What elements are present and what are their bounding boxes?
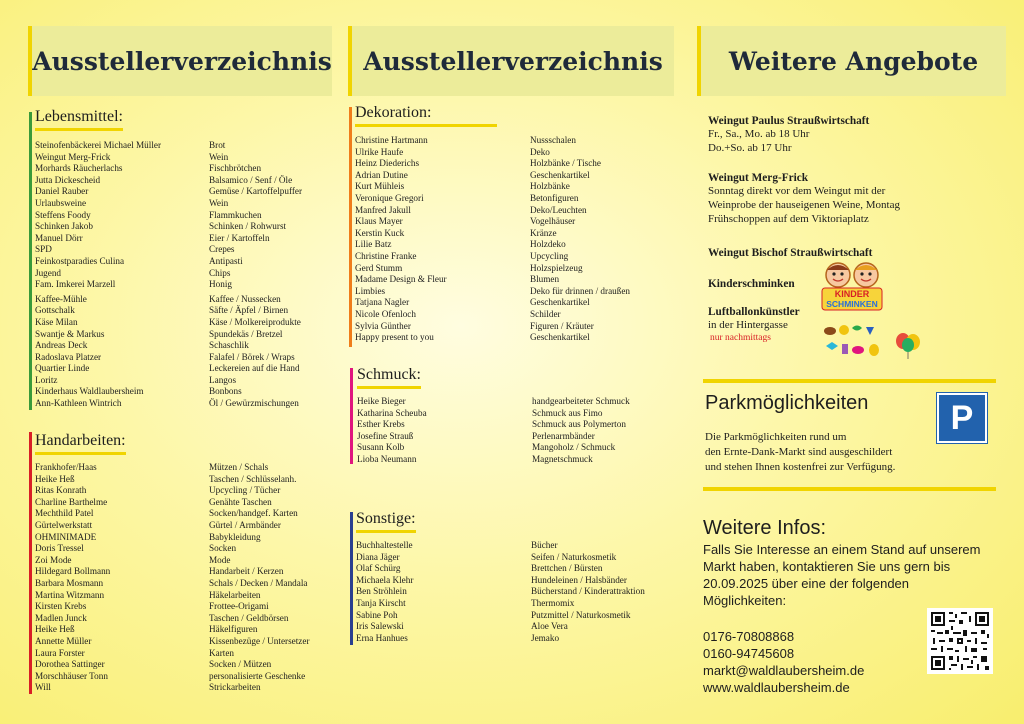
list-item: Ritas Konrath [35,485,87,496]
dekoration-bar [349,107,352,347]
list-item: Kaffee-Mühle [35,293,87,304]
list-item: Schals / Decken / Mandala [209,577,308,588]
merg-name: Weingut Merg-Frick [708,172,809,184]
list-item: Doris Tressel [35,543,84,554]
schmuck-title: Schmuck: [357,366,421,389]
list-item: Karten [209,647,234,658]
list-item: Schinken Jakob [35,221,93,232]
list-item: Schmuck aus Fimo [532,407,603,418]
list-item: Weingut Merg-Frick [35,151,111,162]
qr-code-icon[interactable] [927,608,993,674]
list-item: Langos [209,374,237,385]
list-item: Nicole Ofenloch [355,308,416,319]
list-item: Hundeleinen / Halsbänder [531,574,627,585]
email-link[interactable]: markt@waldlaubersheim.de [703,663,865,678]
bischof-name: Weingut Bischof Straußwirtschaft [708,247,873,259]
list-item: Flammkuchen [209,209,262,220]
info-line4: Möglichkeiten: [703,593,787,608]
list-item: Seifen / Naturkosmetik [531,551,617,562]
list-item: Leckereien auf die Hand [209,363,300,374]
list-item: Taschen / Geldbörsen [209,612,289,623]
list-item: Morhards Räucherlachs [35,163,123,174]
list-item: Jemako [531,632,560,643]
list-item: Sabine Poh [356,609,398,620]
list-item: Gürtelwerkstatt [35,519,93,530]
list-item: Ann-Kathleen Wintrich [35,398,122,409]
list-item: Aloe Vera [531,621,568,632]
list-item: Upcycling [530,250,569,261]
list-item: Handarbeit / Kerzen [209,566,284,577]
list-item: Iris Salewski [356,621,404,632]
list-item: Crepes [209,244,235,255]
col1-header [28,26,332,96]
phone-1[interactable]: 0176-70808868 [703,629,795,644]
list-item: Josefine Strauß [357,430,414,441]
list-item: Esther Krebs [357,419,405,430]
list-item: Geschenkartikel [530,332,590,343]
list-item: Kissenbezüge / Untersetzer [209,635,310,646]
list-item: Morschhäuser Tonn [35,670,108,681]
list-item: Christine Franke [355,250,417,261]
list-item: Adrian Dutine [355,169,408,180]
list-item: Bücherstand / Kinderattraktion [531,586,645,597]
list-item: Happy present to you [355,332,434,343]
schmuck-names [357,396,427,466]
list-item: Thermomix [531,597,575,608]
list-item: Babykleidung [209,531,261,542]
list-item: Fischbrötchen [209,163,262,174]
list-item: Hildegard Bollmann [35,566,111,577]
list-item: Limbies [355,285,386,296]
list-item: OHMINIMADE [35,531,97,542]
park-line3: und stehen Ihnen kostenfrei zur Verfügung. [705,461,896,473]
list-item: Klaus Mayer [355,216,403,227]
list-item: Brot [209,140,226,150]
list-item: Sylvia Günther [355,320,411,331]
col3-title: Weitere Angebote [728,46,979,76]
list-item: Michaela Klehr [356,574,414,585]
list-item: Socken [209,543,237,554]
list-item: Daniel Rauber [35,186,89,197]
list-item: Kerstin Kuck [355,227,405,238]
phone-2[interactable]: 0160-94745608 [703,646,795,661]
list-item: Kränze [530,227,557,238]
list-item: Schaschlik [209,340,249,351]
list-item: Spundekäs / Bretzel [209,328,283,339]
website-link[interactable]: www.waldlaubersheim.de [703,680,850,695]
list-item: Kurt Mühleis [355,181,405,192]
list-item: Säfte / Äpfel / Birnen [209,305,289,316]
list-item: Blumen [530,274,560,285]
list-item: Katharina Scheuba [357,407,427,418]
dekoration-names [355,135,447,344]
handarbeiten-bar [29,432,32,694]
list-item: Tanja Kirscht [356,597,406,608]
merg-line2: Weinprobe der hauseigenen Weine, Montag [708,199,900,211]
list-item: Christine Hartmann [355,135,428,145]
list-item: Annette Müller [35,635,92,646]
list-item: Käse / Molkereiprodukte [209,316,301,327]
list-item: Mechthild Patel [35,508,94,519]
info-title: Weitere Infos: [703,517,827,539]
sonstige-items [531,540,645,644]
contact-block [703,628,864,696]
list-item: Deko für drinnen / draußen [530,285,631,296]
handarbeiten-names [35,462,110,694]
list-item: Feinkostparadies Culina [35,255,125,266]
list-item: Frankhofer/Haas [35,462,97,472]
lebensmittel-title: Lebensmittel: [35,108,123,131]
list-item: Strickarbeiten [209,682,261,693]
kinderschminken-logo [821,260,883,312]
paulus-line1: Fr., Sa., Mo. ab 18 Uhr [708,128,810,140]
list-item: Putzmittel / Naturkosmetik [531,609,631,620]
list-item: Geschenkartikel [530,169,590,180]
list-item: Upcycling / Tücher [209,485,281,496]
list-item: Heinz Diederichs [355,158,420,169]
list-item: Laura Forster [35,647,85,658]
list-item: Erna Hanhues [356,632,408,643]
list-item: Heike Heß [35,473,75,484]
list-item: Ulrike Haufe [355,146,404,157]
park-line1: Die Parkmöglichkeiten rund um [705,431,847,443]
list-item: Antipasti [209,255,243,266]
list-item: Eier / Kartoffeln [209,232,270,243]
list-item: Andreas Deck [35,340,88,351]
list-item: Holzspielzeug [530,262,583,273]
balloons-icon [893,331,925,364]
list-item: Jugend [35,267,62,278]
list-item: Kaffee / Nussecken [209,293,281,304]
list-item: Mützen / Schals [209,462,269,472]
list-item: Lioba Neumann [357,453,417,464]
luftballon [708,306,800,343]
luft-line1: in der Hintergasse [708,319,788,331]
luft-note: nur nachmittags [710,333,771,343]
list-item: Quartier Linde [35,363,90,374]
list-item: Swantje & Markus [35,328,105,339]
list-item: Zoi Mode [35,554,72,565]
list-item: Socken/handgef. Karten [209,508,298,519]
list-item: Wein [209,197,229,208]
list-item: Figuren / Kräuter [530,320,594,331]
list-item: Holzdeko [530,239,566,250]
list-item: Steffens Foody [35,209,91,220]
list-item: Buchhaltestelle [356,540,413,550]
list-item: Loritz [35,374,58,385]
list-item: Holzbänke [530,181,570,192]
list-item: Gerd Stumm [355,262,403,273]
merg-line3: Frühschoppen auf dem Viktoriaplatz [708,213,869,225]
list-item: Perlenarmbänder [532,430,595,441]
list-item: Gemüse / Kartoffelpuffer [209,186,303,197]
list-item: Gürtel / Armbänder [209,519,281,530]
lebensmittel-items [209,140,302,410]
list-item: Kirsten Krebs [35,601,87,612]
list-item: Manuel Dörr [35,232,83,243]
parking-text [705,430,930,475]
list-item: Susann Kolb [357,442,405,453]
handarbeiten-items [209,462,310,694]
list-item: Honig [209,279,232,290]
col3-header [697,26,1006,96]
list-item: Balsamico / Senf / Öle [209,174,293,185]
list-item: Fam. Imkerei Marzell [35,279,116,290]
list-item: Schmuck aus Polymerton [532,419,626,430]
parking-sign-icon [937,393,987,443]
list-item: Häkelfiguren [209,624,258,635]
list-item: Mode [209,554,231,565]
kinder-label: Kinderschminken [708,278,795,290]
list-item: Bonbons [209,386,242,397]
list-item: Urlaubsweine [35,197,87,208]
luft-name: Luftballonkünstler [708,306,800,318]
list-item: Kinderhaus Waldlaubersheim [35,386,144,397]
list-item: Holzbänke / Tische [530,158,601,169]
list-item: Öl / Gewürzmischungen [209,398,299,409]
weingut-merg [708,172,900,226]
list-item: Heike Bieger [357,396,406,406]
balloon-animals-icon [822,322,892,367]
handarbeiten-title: Handarbeiten: [35,432,126,455]
list-item: Taschen / Schlüsselanh. [209,473,297,484]
paulus-line2: Do.+So. ab 17 Uhr [708,142,792,154]
list-item: Madlen Junck [35,612,87,623]
divider-top [703,379,996,383]
parking-sign-letter: P [950,398,974,437]
list-item: Charline Barthelme [35,496,108,507]
list-item: Heike Heß [35,624,75,635]
list-item: Bücher [531,540,558,550]
list-item: Deko [530,146,550,157]
lebensmittel-bar [29,112,32,410]
schmuck-bar [350,368,353,464]
park-line2: den Ernte-Dank-Markt sind ausgeschildert [705,446,893,458]
list-item: Geschenkartikel [530,297,590,308]
list-item: Vogelhäuser [530,216,576,227]
list-item: SPD [35,244,52,255]
merg-line1: Sonntag direkt vor dem Weingut mit der [708,185,886,197]
list-item: Madame Design & Fleur [355,274,447,285]
list-item: Wein [209,151,229,162]
list-item: Falafel / Börek / Wraps [209,351,295,362]
list-item: Chips [209,267,231,278]
list-item: Steinofenbäckerei Michael Müller [35,140,162,150]
kinder-logo-line1: KINDER [834,289,870,299]
divider-bottom [703,487,996,491]
list-item: Dorothea Sattinger [35,659,105,670]
list-item: Socken / Mützen [209,659,272,670]
list-item: Olaf Schürg [356,563,401,574]
info-line2: Markt haben, kontaktieren Sie uns gern bis [703,559,951,574]
list-item: personalisierte Geschenke [209,670,306,681]
list-item: Will [35,682,51,693]
list-item: Martina Witzmann [35,589,105,600]
list-item: Brettchen / Bürsten [531,563,603,574]
schmuck-items [532,396,630,466]
list-item: Magnetschmuck [532,453,593,464]
list-item: Radoslava Platzer [35,351,102,362]
col2-header [348,26,674,96]
info-line3: 20.09.2025 über eine der folgenden [703,576,910,591]
info-line1: Falls Sie Interesse an einem Stand auf unserem [703,542,981,557]
list-item: handgearbeiteter Schmuck [532,396,630,406]
sonstige-bar [350,512,353,645]
list-item: Käse Milan [35,316,78,327]
list-item: Nussschalen [530,135,576,145]
paulus-name: Weingut Paulus Straußwirtschaft [708,115,870,127]
dekoration-items [530,135,630,344]
col1-title: Ausstellerverzeichnis [32,46,332,76]
kinder-logo-line2: SCHMINKEN [826,299,878,309]
list-item: Tatjana Nagler [355,297,410,308]
parking-title: Parkmöglichkeiten [705,392,869,414]
list-item: Deko/Leuchten [530,204,587,215]
list-item: Manfred Jakull [355,204,411,215]
list-item: Jutta Dickescheid [35,174,101,185]
sonstige-names [356,540,413,644]
list-item: Lilie Batz [355,239,392,250]
list-item: Genähte Taschen [209,496,272,507]
list-item: Gottschalk [35,305,75,316]
list-item: Schilder [530,308,561,319]
list-item: Schinken / Rohwurst [209,221,287,232]
list-item: Ben Ströhlein [356,586,407,597]
dekoration-title: Dekoration: [355,104,497,127]
list-item: Betonfiguren [530,192,579,203]
sonstige-title: Sonstige: [356,510,416,533]
info-text [703,541,983,609]
list-item: Diana Jäger [356,551,400,562]
lebensmittel-names [35,140,161,410]
list-item: Veronique Gregori [355,192,424,203]
list-item: Mangoholz / Schmuck [532,442,616,453]
list-item: Barbara Mosmann [35,577,104,588]
col2-title: Ausstellerverzeichnis [363,46,663,76]
list-item: Frottee-Origami [209,601,269,612]
weingut-paulus [708,115,869,155]
list-item: Häkelarbeiten [209,589,261,600]
